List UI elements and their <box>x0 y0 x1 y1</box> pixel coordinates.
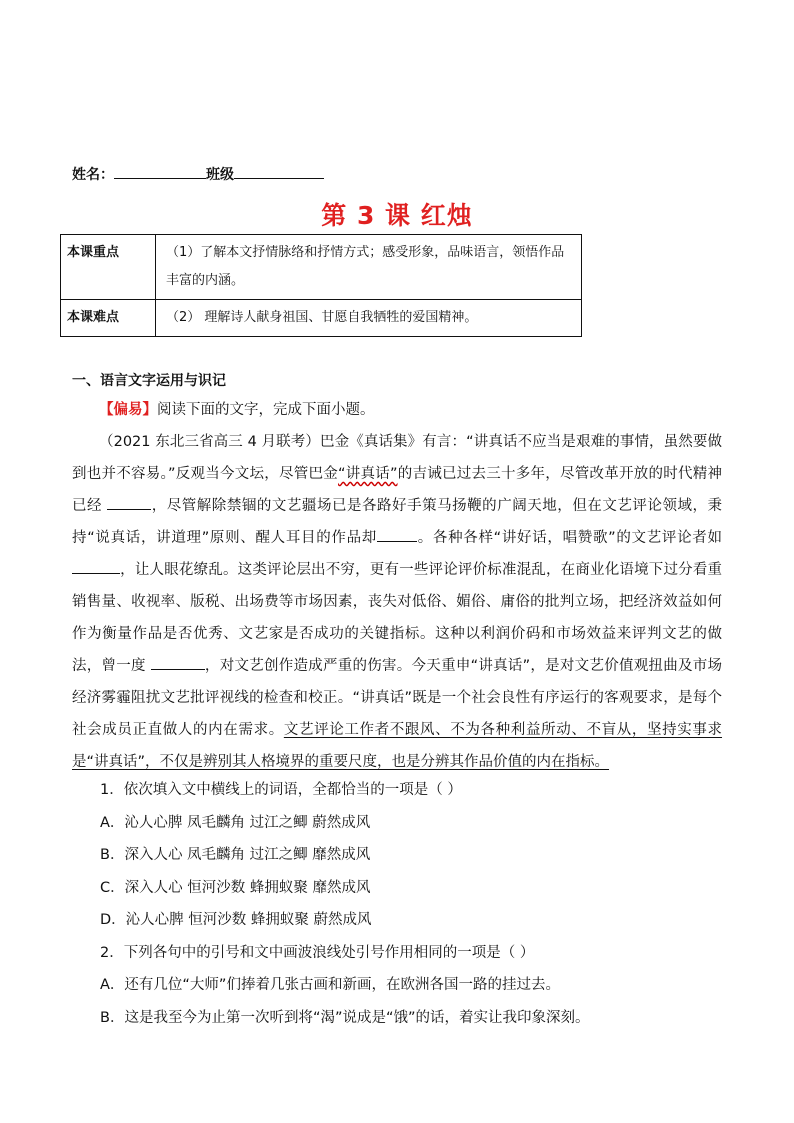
passage-text-4: 。各种各样“讲好话，唱赞歌”的文艺评论者如 <box>417 530 722 546</box>
question-1-option-d[interactable]: D．沁人心脾 恒河沙数 蜂拥蚁聚 蔚然成风 <box>100 912 372 928</box>
difficulty-tag: 【偏易】 <box>99 402 157 418</box>
reading-passage <box>72 426 722 778</box>
passage-text-6: ，对文艺创作造成严重的伤害。今天重申“讲真话”，是对文艺价值观扭曲及市场经济雾霾阻扰文艺批评视线的检查和校正。“讲真话”既是一个社会良性有序运行的客观要求，是每个社会成员正直做人的内在需求。 <box>72 658 723 738</box>
section-heading: 一、语言文字运用与识记 <box>72 373 226 389</box>
instruction-text: 阅读下面的文字，完成下面小题。 <box>157 402 375 418</box>
fill-blank-2[interactable] <box>377 527 417 542</box>
passage-text-1: （2021 东北三省高三 4 月联考）巴金《真话集》有言：“讲真话不应当是艰难的事情，虽然要做到也并不容易。”反观当今文坛，尽管巴金 <box>72 434 722 482</box>
question-1-option-c[interactable]: C．深入人心 恒河沙数 蜂拥蚁聚 靡然成风 <box>100 879 371 896</box>
name-label: 姓名： <box>72 167 114 183</box>
class-blank[interactable] <box>234 166 324 179</box>
instruction-line <box>72 394 722 426</box>
question-2-stem: 2．下列各句中的引号和文中画波浪线处引号作用相同的一项是（ ） <box>100 944 535 961</box>
page-title: 第 3 课 红烛 <box>321 201 473 230</box>
key-point-label: 本课重点 <box>61 235 156 300</box>
underlined-sentence: 文艺评论工作者不跟风、不为各种利益所动、不盲从，坚持实事求是“讲真话”，不仅是辨别其人格境界的重要尺度，也是分辨其作品价值的内在指标。 <box>72 722 723 770</box>
passage-text-2: 的吉诫已过去三十多年，尽管改革开放的时代精神已经 <box>72 466 723 514</box>
name-blank[interactable] <box>114 166 206 179</box>
class-label: 班级 <box>206 167 234 183</box>
question-1-stem: 1．依次填入文中横线上的词语，全都恰当的一项是（ ） <box>100 782 462 798</box>
table-row <box>61 300 582 337</box>
question-1-option-a[interactable]: A．沁人心脾 凤毛麟角 过江之鲫 蔚然成风 <box>100 814 371 831</box>
question-2-option-a[interactable]: A．还有几位“大师”们捧着几张古画和新画，在欧洲各国一路的挂过去。 <box>100 977 560 993</box>
difficulty-content: （2） 理解诗人献身祖国、甘愿自我牺牲的爱国精神。 <box>156 300 582 337</box>
table-row <box>61 235 582 300</box>
question-2-option-b[interactable]: B．这是我至今为止第一次听到将“渴”说成是“饿”的话，着实让我印象深刻。 <box>100 1009 590 1026</box>
question-list <box>72 774 722 1034</box>
question-1-option-b[interactable]: B．深入人心 凤毛麟角 过江之鲫 靡然成风 <box>100 847 371 863</box>
key-point-content: （1）了解本文抒情脉络和抒情方式；感受形象，品味语言，领悟作品丰富的内涵。 <box>156 235 582 300</box>
wavy-quote: “讲真话” <box>338 466 398 482</box>
passage-text-3: ，尽管解除禁锢的文艺疆场已是各路好手策马扬鞭的广阔天地，但在文艺评论领域，秉持“说真话，讲道理”原则、醒人耳目的作品却 <box>72 498 723 546</box>
fill-blank-1[interactable] <box>107 495 151 510</box>
difficulty-label: 本课难点 <box>61 300 156 337</box>
fill-blank-3[interactable] <box>72 559 120 574</box>
passage-text-5: ，让人眼花缭乱。这类评论层出不穷，更有一些评论评价标准混乱，在商业化语境下过分看重销售量、收视率、版税、出场费等市场因素，丧失对低俗、媚俗、庸俗的批判立场，把经济效益如何作为衡量作品是否优秀、文艺家是否成功的关键指标。这种以利润价码和市场效益来评判文艺的做法，曾一度 <box>72 562 722 674</box>
fill-blank-4[interactable] <box>151 655 205 670</box>
name-class-line <box>72 164 324 184</box>
lesson-focus-table <box>60 234 582 337</box>
